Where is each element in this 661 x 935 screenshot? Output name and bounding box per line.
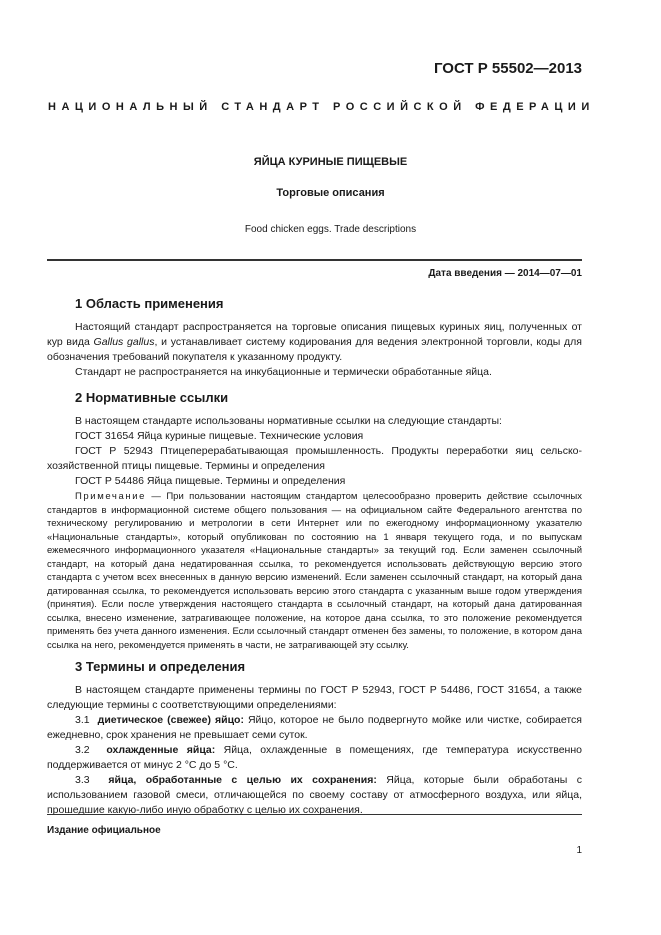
term-definition: Яйца, которые были обработаны с использованием газовой смеси, отличающейся по своему составу от атмосферного воздуха, или яйца, прошедшие какую-либо иную обработку с целью их сохранения. (47, 774, 582, 816)
term-entry: 3.1 диетическое (свежее) яйцо: Яйцо, которое не было подвергнуто мойке или чистке, собирается ежедневно, срок хранения не превышает семи суток. (47, 714, 582, 741)
document-number: ГОСТ Р 55502—2013 (433, 60, 582, 77)
reference-item: ГОСТ Р 52943 Птицеперерабатывающая промышленность. Продукты переработки яиц сельско-хозяйственной птицы пищевые. Термины и определения (47, 445, 582, 472)
official-edition-label: Издание официальное (47, 825, 161, 836)
term-entry: 3.3 яйца, обработанные с целью их сохранения: Яйца, которые были обработаны с использованием газовой смеси, отличающейся по своему составу от атмосферного воздуха, или яйца, прошедшие какую-либо иную обработку с целью их сохранения. (47, 774, 582, 816)
term-definition: Яйцо, которое не было подвергнуто мойке или чистке, собирается ежедневно, срок хранения не превышает семи суток. (47, 714, 582, 741)
section-2-note (47, 490, 582, 652)
introduction-date: Дата введения — 2014—07—01 (428, 268, 582, 279)
document-title-english: Food chicken eggs. Trade descriptions (244, 224, 417, 235)
note-label: Примечание (75, 491, 146, 502)
term-name: яйца, обработанные с целью их сохранения: (108, 774, 377, 786)
section-2-intro: В настоящем стандарте использованы нормативные ссылки на следующие стандарты: (75, 415, 502, 427)
section-3-body (47, 683, 582, 818)
section-1-heading: 1 Область применения (75, 296, 224, 311)
footer-divider (47, 814, 582, 815)
section-1-paragraph: Настоящий стандарт распространяется на торговые описания пищевых куриных яиц, полученных от кур вида Gallus gallus, и устанавливает систему кодирования для ведения электронной торговли, коды для обозначения требований покупателя к указанному продукту. (47, 321, 582, 363)
document-title: ЯЙЦА КУРИНЫЕ ПИЩЕВЫЕ (253, 156, 408, 168)
title-divider (47, 259, 582, 261)
reference-item: ГОСТ 31654 Яйца куриные пищевые. Технические условия (75, 430, 364, 442)
reference-item: ГОСТ Р 54486 Яйца пищевые. Термины и определения (75, 475, 346, 487)
term-name: диетическое (свежее) яйцо: (97, 714, 244, 726)
section-3-heading: 3 Термины и определения (75, 659, 246, 674)
national-standard-banner: НАЦИОНАЛЬНЫЙ СТАНДАРТ РОССИЙСКОЙ ФЕДЕРАЦИИ (48, 101, 595, 113)
section-1-body (47, 320, 582, 380)
note-text: — При пользовании настоящим стандартом целесообразно проверить действие ссылочных стандартов в информационной системе общего пользования — на официальном сайте Федерального агентства по техническому регулированию и метрологии в сети Интернет или по ежегодному информационному указателю «Национальные стандарты», который опубликован по состоянию на 1 января текущего года, и по выпускам ежемесячного информационного указателя «Национальные стандарты» за текущий год. Если заменен ссылочный стандарт, на который дана недатированная ссылка, то рекомендуется использовать действующую версию этого стандарта с учетом всех внесенных в данную версию изменений. Если заменен ссылочный стандарт, на который дана датированная ссылка, то рекомендуется использовать версию этого стандарта с указанным выше годом утверждения (принятия). Если после утверждения настоящего стандарта в ссылочный стандарт, на который дана датированная ссылка, внесено изменение, затрагивающее положение, на которое дана ссылка, то это положение рекомендуется применять без учета данного изменения. Если ссылочный стандарт отменен без замены, то положение, в котором дана ссылка на него, рекомендуется применять в части, не затрагивающей эту ссылку. (47, 491, 582, 651)
species-name: Gallus gallus (93, 336, 155, 348)
section-2-body (47, 414, 582, 489)
term-definition: Яйца, охлажденные в помещениях, где температура искусственно поддерживается от минус 2 °С до 5 °С. (47, 744, 582, 771)
section-1-paragraph: Стандарт не распространяется на инкубационные и термически обработанные яйца. (75, 366, 492, 378)
section-3-intro: В настоящем стандарте применены термины по ГОСТ Р 52943, ГОСТ Р 54486, ГОСТ 31654, а также следующие термины с соответствующими определениями: (47, 684, 582, 711)
page-number: 1 (576, 845, 582, 856)
document-subtitle: Торговые описания (276, 187, 385, 199)
section-2-heading: 2 Нормативные ссылки (75, 390, 229, 405)
term-entry: 3.2 охлажденные яйца: Яйца, охлажденные в помещениях, где температура искусственно поддерживается от минус 2 °С до 5 °С. (47, 744, 582, 771)
term-name: охлажденные яйца: (106, 744, 216, 756)
